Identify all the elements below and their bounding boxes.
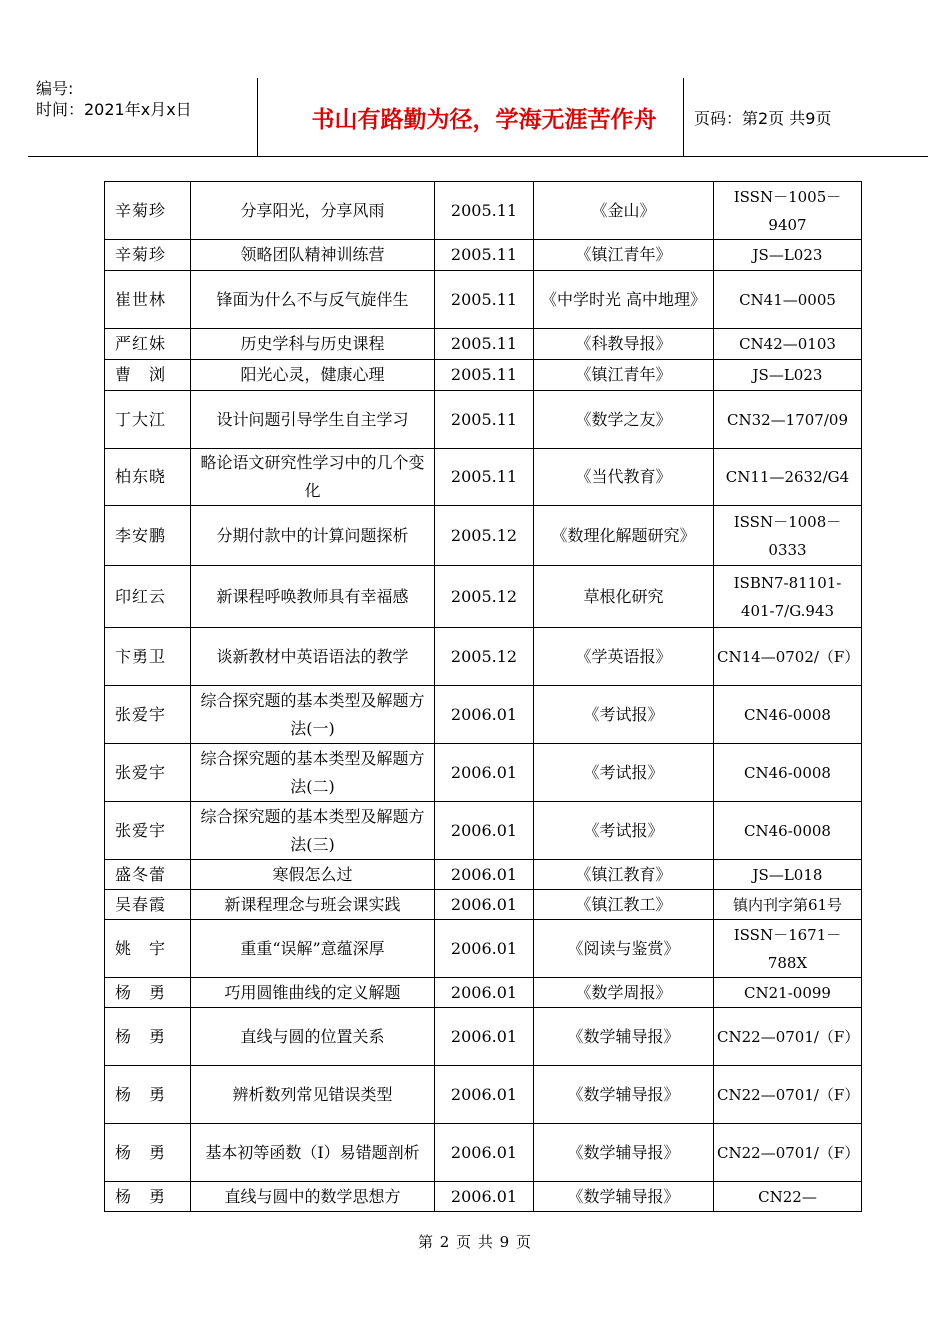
publish-date-cell: 2005.11 — [435, 271, 534, 329]
table-row — [105, 920, 862, 978]
publication-cell: 《考试报》 — [534, 686, 714, 744]
table-row — [105, 628, 862, 686]
publication-cell: 《数学辅导报》 — [534, 1182, 714, 1212]
author-cell: 杨 勇 — [105, 1124, 191, 1182]
author-cell: 张爱宇 — [105, 802, 191, 860]
publication-cell: 《中学时光 高中地理》 — [534, 271, 714, 329]
page-header — [28, 78, 928, 157]
table-row — [105, 1182, 862, 1212]
publication-cell: 草根化研究 — [534, 566, 714, 628]
table-row — [105, 182, 862, 240]
publications-table — [104, 181, 862, 1212]
author-cell: 丁大江 — [105, 391, 191, 449]
table-row — [105, 890, 862, 920]
serial-number-cell: CN21-0099 — [714, 978, 862, 1008]
publication-cell: 《阅读与鉴赏》 — [534, 920, 714, 978]
serial-number-cell: CN22—0701/（F） — [714, 1124, 862, 1182]
author-cell: 姚 宇 — [105, 920, 191, 978]
publish-date-cell: 2006.01 — [435, 1124, 534, 1182]
publish-date-cell: 2005.11 — [435, 391, 534, 449]
serial-number-cell: ISSN－1008－0333 — [714, 506, 862, 566]
publish-date-cell: 2006.01 — [435, 802, 534, 860]
publish-date-cell: 2005.12 — [435, 506, 534, 566]
publication-cell: 《数学之友》 — [534, 391, 714, 449]
article-title-cell: 重重“误解”意蕴深厚 — [191, 920, 435, 978]
publish-date-cell: 2005.11 — [435, 329, 534, 360]
publication-cell: 《数学辅导报》 — [534, 1066, 714, 1124]
publish-date-cell: 2005.11 — [435, 240, 534, 271]
table-row — [105, 978, 862, 1008]
article-title-cell: 综合探究题的基本类型及解题方法(二) — [191, 744, 435, 802]
article-title-cell: 基本初等函数（Ⅰ）易错题剖析 — [191, 1124, 435, 1182]
publish-date-cell: 2005.12 — [435, 628, 534, 686]
serial-number-cell: CN22— — [714, 1182, 862, 1212]
author-cell: 杨 勇 — [105, 1008, 191, 1066]
article-title-cell: 领略团队精神训练营 — [191, 240, 435, 271]
publication-cell: 《科教导报》 — [534, 329, 714, 360]
header-meta — [36, 78, 264, 156]
author-cell: 张爱宇 — [105, 686, 191, 744]
article-title-cell: 分享阳光，分享风雨 — [191, 182, 435, 240]
serial-number-cell: CN22—0701/（F） — [714, 1008, 862, 1066]
author-cell: 严红妹 — [105, 329, 191, 360]
publication-cell: 《镇江青年》 — [534, 360, 714, 391]
table-row — [105, 744, 862, 802]
article-title-cell: 分期付款中的计算问题探析 — [191, 506, 435, 566]
article-title-cell: 寒假怎么过 — [191, 860, 435, 890]
table-row — [105, 240, 862, 271]
author-cell: 盛冬蕾 — [105, 860, 191, 890]
document-time-label: 时间：2021年x月x日 — [36, 100, 192, 119]
article-title-cell: 直线与圆中的数学思想方 — [191, 1182, 435, 1212]
article-title-cell: 设计问题引导学生自主学习 — [191, 391, 435, 449]
article-title-cell: 历史学科与历史课程 — [191, 329, 435, 360]
serial-number-cell: JS—L023 — [714, 240, 862, 271]
serial-number-cell: ISBN7-81101-401-7/G.943 — [714, 566, 862, 628]
publication-cell: 《当代教育》 — [534, 449, 714, 506]
article-title-cell: 新课程呼唤教师具有幸福感 — [191, 566, 435, 628]
author-cell: 辛菊珍 — [105, 240, 191, 271]
author-cell: 杨 勇 — [105, 1066, 191, 1124]
header-page-number: 页码：第2页 共9页 — [694, 108, 832, 128]
publish-date-cell: 2005.11 — [435, 449, 534, 506]
table-row — [105, 686, 862, 744]
serial-number-cell: CN32—1707/09 — [714, 391, 862, 449]
serial-number-cell: CN11—2632/G4 — [714, 449, 862, 506]
author-cell: 曹 浏 — [105, 360, 191, 391]
page-footer: 第 2 页 共 9 页 — [418, 1233, 532, 1251]
table-row — [105, 391, 862, 449]
table-row — [105, 329, 862, 360]
serial-number-cell: CN46-0008 — [714, 686, 862, 744]
author-cell: 李安鹏 — [105, 506, 191, 566]
publications-table-body — [105, 182, 862, 1212]
table-row — [105, 1066, 862, 1124]
table-row — [105, 860, 862, 890]
serial-number-cell: ISSN－1671－788X — [714, 920, 862, 978]
publication-cell: 《镇江教育》 — [534, 860, 714, 890]
table-row — [105, 802, 862, 860]
author-cell: 杨 勇 — [105, 1182, 191, 1212]
document-number-label: 编号: — [36, 79, 74, 98]
serial-number-cell: CN22—0701/（F） — [714, 1066, 862, 1124]
publish-date-cell: 2006.01 — [435, 686, 534, 744]
publish-date-cell: 2006.01 — [435, 860, 534, 890]
publish-date-cell: 2006.01 — [435, 890, 534, 920]
publish-date-cell: 2006.01 — [435, 744, 534, 802]
publish-date-cell: 2006.01 — [435, 1066, 534, 1124]
author-cell: 卞勇卫 — [105, 628, 191, 686]
table-row — [105, 506, 862, 566]
publication-cell: 《数学辅导报》 — [534, 1008, 714, 1066]
serial-number-cell: 镇内刊字第61号 — [714, 890, 862, 920]
author-cell: 吴春霞 — [105, 890, 191, 920]
publish-date-cell: 2005.11 — [435, 360, 534, 391]
table-row — [105, 566, 862, 628]
serial-number-cell: JS—L023 — [714, 360, 862, 391]
table-row — [105, 1124, 862, 1182]
publication-cell: 《数学周报》 — [534, 978, 714, 1008]
article-title-cell: 综合探究题的基本类型及解题方法(一) — [191, 686, 435, 744]
article-title-cell: 辨析数列常见错误类型 — [191, 1066, 435, 1124]
author-cell: 印红云 — [105, 566, 191, 628]
table-row — [105, 360, 862, 391]
publication-cell: 《数理化解题研究》 — [534, 506, 714, 566]
author-cell: 辛菊珍 — [105, 182, 191, 240]
publish-date-cell: 2006.01 — [435, 978, 534, 1008]
publish-date-cell: 2006.01 — [435, 920, 534, 978]
publication-cell: 《镇江教工》 — [534, 890, 714, 920]
article-title-cell: 锋面为什么不与反气旋伴生 — [191, 271, 435, 329]
publish-date-cell: 2006.01 — [435, 1182, 534, 1212]
header-motto: 书山有路勤为径，学海无涯苦作舟 — [311, 106, 657, 133]
publication-cell: 《金山》 — [534, 182, 714, 240]
serial-number-cell: CN46-0008 — [714, 802, 862, 860]
serial-number-cell: CN46-0008 — [714, 744, 862, 802]
serial-number-cell: CN41—0005 — [714, 271, 862, 329]
article-title-cell: 阳光心灵，健康心理 — [191, 360, 435, 391]
publication-cell: 《数学辅导报》 — [534, 1124, 714, 1182]
serial-number-cell: CN42—0103 — [714, 329, 862, 360]
publication-cell: 《学英语报》 — [534, 628, 714, 686]
table-row — [105, 1008, 862, 1066]
publish-date-cell: 2006.01 — [435, 1008, 534, 1066]
author-cell: 张爱宇 — [105, 744, 191, 802]
table-row — [105, 271, 862, 329]
publish-date-cell: 2005.12 — [435, 566, 534, 628]
author-cell: 崔世林 — [105, 271, 191, 329]
publication-cell: 《镇江青年》 — [534, 240, 714, 271]
article-title-cell: 谈新教材中英语语法的教学 — [191, 628, 435, 686]
author-cell: 柏东晓 — [105, 449, 191, 506]
publication-cell: 《考试报》 — [534, 744, 714, 802]
author-cell: 杨 勇 — [105, 978, 191, 1008]
article-title-cell: 巧用圆锥曲线的定义解题 — [191, 978, 435, 1008]
article-title-cell: 直线与圆的位置关系 — [191, 1008, 435, 1066]
table-row — [105, 449, 862, 506]
article-title-cell: 新课程理念与班会课实践 — [191, 890, 435, 920]
article-title-cell: 综合探究题的基本类型及解题方法(三) — [191, 802, 435, 860]
article-title-cell: 略论语文研究性学习中的几个变化 — [191, 449, 435, 506]
serial-number-cell: JS—L018 — [714, 860, 862, 890]
publication-cell: 《考试报》 — [534, 802, 714, 860]
serial-number-cell: CN14—0702/（F） — [714, 628, 862, 686]
serial-number-cell: ISSN－1005－9407 — [714, 182, 862, 240]
publish-date-cell: 2005.11 — [435, 182, 534, 240]
